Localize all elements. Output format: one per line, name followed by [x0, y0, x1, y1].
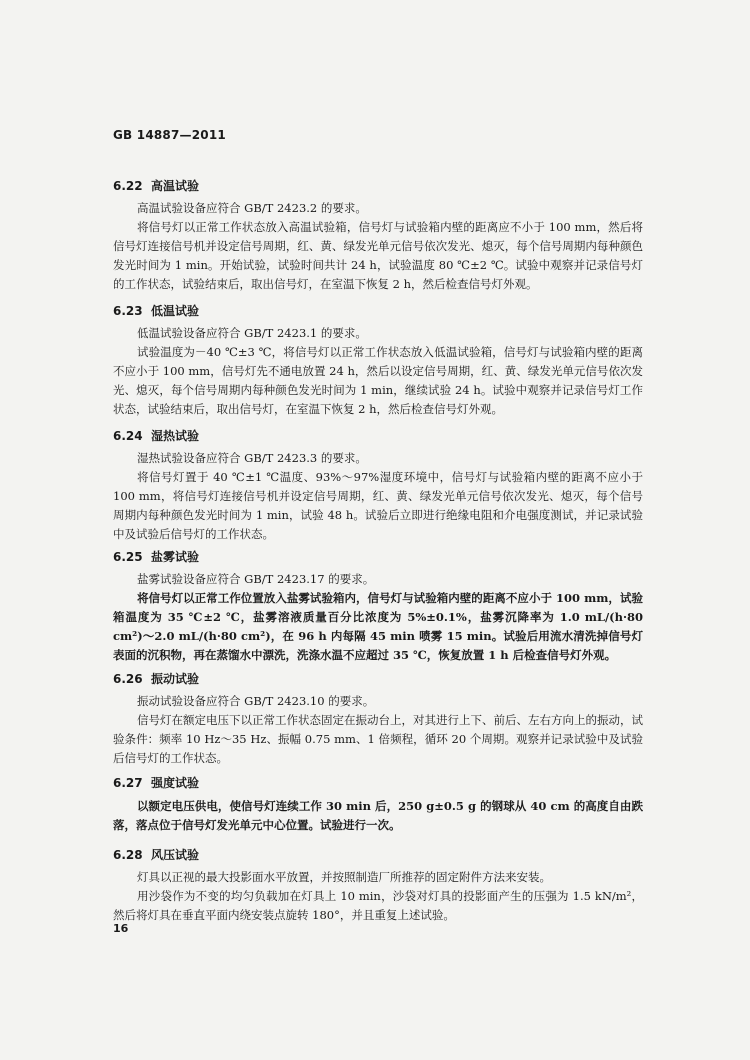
paragraph: 将信号灯以正常工作位置放入盐雾试验箱内，信号灯与试验箱内壁的距离不应小于 100 mm，试验箱温度为 35 ℃±2 ℃，盐雾溶液质量百分比浓度为 5%±0.1%，盐雾沉降率为 1.0 mL/(h·80 cm²)～2.0 mL/(h·80 cm²)，在 96 h 内每隔 45 min 喷雾 15 min。试验后用流水清洗掉信号灯表面的沉积物，再在蒸馏水中漂洗，洗涤水温不应超过 35 ℃，恢复放置 1 h 后检查信号灯外观。	[113, 591, 643, 662]
paragraph: 试验温度为－40 ℃±3 ℃，将信号灯以正常工作状态放入低温试验箱，信号灯与试验箱内壁的距离不应小于 100 mm，信号灯先不通电放置 24 h，然后以设定信号周期，红、黄、绿发光单元信号依次发光、熄灭，每个信号周期内每种颜色发光时间为 1 min，继续试验 24 h。试验中观察并记录信号灯工作状态，试验结束后，取出信号灯，在室温下恢复 2 h，然后检查信号灯外观。	[113, 345, 643, 416]
paragraph: 灯具以正视的最大投影面水平放置，并按照制造厂所推荐的固定附件方法来安装。	[137, 870, 551, 884]
paragraph: 将信号灯以正常工作状态放入高温试验箱，信号灯与试验箱内壁的距离应不小于 100 mm，然后将信号灯连接信号机并设定信号周期，红、黄、绿发光单元信号依次发光、熄灭，每个信号周期内每种颜色发光时间为 1 min。开始试验，试验时间共计 24 h，试验温度 80 ℃±2 ℃。试验中观察并记录信号灯的工作状态，试验结束后，取出信号灯，在室温下恢复 2 h，然后检查信号灯外观。	[113, 220, 643, 291]
section-title: 湿热试验	[151, 429, 200, 443]
section-heading-6-26	[113, 670, 199, 687]
standard-code-header: GB 14887—2011	[113, 128, 226, 142]
section-number: 6.27	[113, 776, 143, 790]
page-number: 16	[113, 922, 129, 935]
section-heading-6-23	[113, 302, 199, 319]
section-title: 盐雾试验	[151, 550, 200, 564]
section-heading-6-24	[113, 427, 199, 444]
section-number: 6.28	[113, 848, 143, 862]
paragraph: 振动试验设备应符合 GB/T 2423.10 的要求。	[137, 694, 375, 708]
section-heading-6-28	[113, 846, 199, 863]
section-title: 振动试验	[151, 672, 200, 686]
paragraph: 将信号灯置于 40 ℃±1 ℃温度、93%～97%湿度环境中，信号灯与试验箱内壁的距离不应小于 100 mm，将信号灯连接信号机并设定信号周期，红、黄、绿发光单元信号依次发光、熄灭，每个信号周期内每种颜色发光时间为 1 min，试验 48 h。试验后立即进行绝缘电阻和介电强度测试，并记录试验中及试验后信号灯的工作状态。	[113, 470, 643, 541]
section-title: 风压试验	[151, 848, 200, 862]
section-title: 低温试验	[151, 304, 200, 318]
paragraph: 以额定电压供电，使信号灯连续工作 30 min 后，250 g±0.5 g 的钢球从 40 cm 的高度自由跌落，落点位于信号灯发光单元中心位置。试验进行一次。	[113, 799, 643, 832]
paragraph: 信号灯在额定电压下以正常工作状态固定在振动台上，对其进行上下、前后、左右方向上的振动，试验条件：频率 10 Hz～35 Hz、振幅 0.75 mm、1 倍频程，循环 20 个周期。观察并记录试验中及试验后信号灯的工作状态。	[113, 713, 643, 765]
section-number: 6.24	[113, 429, 143, 443]
section-heading-6-22	[113, 177, 199, 194]
section-number: 6.25	[113, 550, 143, 564]
paragraph: 高温试验设备应符合 GB/T 2423.2 的要求。	[137, 201, 367, 215]
section-title: 强度试验	[151, 776, 200, 790]
paragraph: 盐雾试验设备应符合 GB/T 2423.17 的要求。	[137, 572, 375, 586]
paragraph: 低温试验设备应符合 GB/T 2423.1 的要求。	[137, 326, 367, 340]
section-number: 6.26	[113, 672, 143, 686]
paragraph: 湿热试验设备应符合 GB/T 2423.3 的要求。	[137, 451, 367, 465]
section-heading-6-25	[113, 548, 199, 565]
section-number: 6.23	[113, 304, 143, 318]
section-heading-6-27	[113, 774, 199, 791]
paragraph: 用沙袋作为不变的均匀负载加在灯具上 10 min，沙袋对灯具的投影面产生的压强为 1.5 kN/m²，然后将灯具在垂直平面内绕安装点旋转 180°，并且重复上述试验。	[113, 889, 643, 922]
section-number: 6.22	[113, 179, 143, 193]
section-title: 高温试验	[151, 179, 200, 193]
